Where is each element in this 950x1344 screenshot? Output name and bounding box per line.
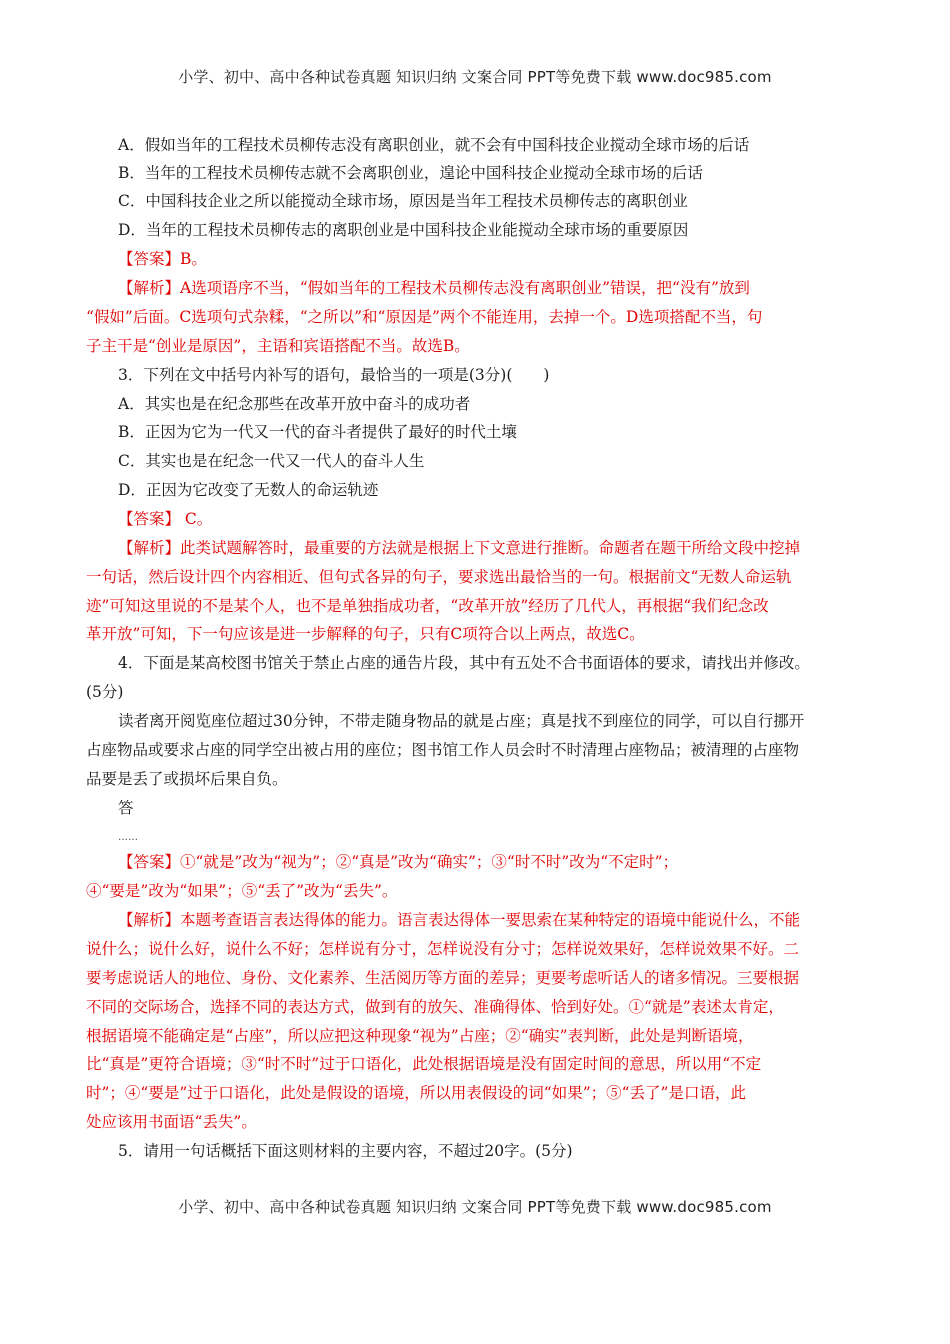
q4-analysis-line-1: 【解析】本题考查语言表达得体的能力。语言表达得体一要思索在某种特定的语境中能说什么，不能: [118, 911, 801, 929]
q3-option-a: A．其实也是在纪念那些在改革开放中奋斗的成功者: [118, 395, 471, 413]
q4-analysis-line-6: 比“真是”更符合语境；③“时不时”过于口语化，此处根据语境是没有固定时间的意思，所以用“不定: [86, 1055, 762, 1073]
q2-analysis-line-3: 子主干是“创业是原因”，主语和宾语搭配不当。故选B。: [86, 337, 470, 355]
q4-analysis-line-5: 根据语境不能确定是“占座”，所以应把这种现象“视为”占座；②“确实”表判断，此处是判断语境，: [86, 1027, 754, 1045]
q2-option-c: C．中国科技企业之所以能搅动全球市场，原因是当年工程技术员柳传志的离职创业: [118, 192, 688, 210]
q4-answer-line-1: 【答案】①“就是”改为“视为”；②“真是”改为“确实”；③“时不时”改为“不定时”；: [118, 853, 679, 871]
q3-analysis-line-3: 迹”可知这里说的不是某个人，也不是单独指成功者，“改革开放”经历了几代人，再根据“我们纪念改: [86, 597, 769, 615]
q2-option-b: B．当年的工程技术员柳传志就不会离职创业，遑论中国科技企业搅动全球市场的后话: [118, 164, 703, 182]
q3-option-d: D．正因为它改变了无数人的命运轨迹: [118, 481, 379, 499]
q4-passage-line-1: 读者离开阅览座位超过30分钟，不带走随身物品的就是占座；真是找不到座位的同学，可以自行挪开: [118, 712, 805, 730]
q4-answer-prompt: 答: [118, 799, 134, 817]
q3-analysis-line-2: 一句话，然后设计四个内容相近、但句式各异的句子，要求选出最恰当的一句。根据前文“无数人命运轨: [86, 568, 792, 586]
q2-answer: 【答案】B。: [118, 250, 207, 268]
q4-stem-line-1: 4．下面是某高校图书馆关于禁止占座的通告片段，其中有五处不合书面语体的要求，请找出并修改。: [118, 654, 810, 672]
q2-option-d: D．当年的工程技术员柳传志的离职创业是中国科技企业能搅动全球市场的重要原因: [118, 221, 689, 239]
q3-stem: 3．下列在文中括号内补写的语句，最恰当的一项是(3分)( ): [118, 366, 550, 384]
q4-analysis-line-7: 时”；④“要是”过于口语化，此处是假设的语境，所以用表假设的词“如果”；⑤“丢了”是口语，此: [86, 1084, 746, 1102]
q4-passage-line-3: 品要是丢了或损坏后果自负。: [86, 770, 288, 788]
q3-analysis-line-1: 【解析】此类试题解答时，最重要的方法就是根据上下文意进行推断。命题者在题干所给文段中挖掉: [118, 539, 801, 557]
q3-option-b: B．正因为它为一代又一代的奋斗者提供了最好的时代土壤: [118, 423, 517, 441]
q3-answer: 【答案】 C。: [118, 510, 213, 528]
page-footer: 小学、初中、高中各种试卷真题 知识归纳 文案合同 PPT等免费下载 www.doc985.com: [178, 1198, 772, 1216]
q3-option-c: C．其实也是在纪念一代又一代人的奋斗人生: [118, 452, 425, 470]
q2-analysis-line-2: “假如”后面。C选项句式杂糅，“之所以”和“原因是”两个不能连用，去掉一个。D选项搭配不当，句: [86, 308, 763, 326]
q5-stem: 5．请用一句话概括下面这则材料的主要内容，不超过20字。(5分): [118, 1142, 573, 1160]
q4-answer-blank: ……: [118, 832, 138, 843]
q2-option-a: A．假如当年的工程技术员柳传志没有离职创业，就不会有中国科技企业搅动全球市场的后话: [118, 136, 750, 154]
q3-analysis-line-4: 革开放”可知，下一句应该是进一步解释的句子，只有C项符合以上两点，故选C。: [86, 625, 645, 643]
q4-analysis-line-2: 说什么；说什么好，说什么不好；怎样说有分寸，怎样说没有分寸；怎样说效果好，怎样说效果不好。二: [86, 940, 800, 958]
q4-analysis-line-3: 要考虑说话人的地位、身份、文化素养、生活阅历等方面的差异；更要考虑听话人的诸多情况。三要根据: [86, 969, 800, 987]
q4-analysis-line-4: 不同的交际场合，选择不同的表达方式，做到有的放矢、准确得体、恰到好处。①“就是”表述太肯定，: [86, 998, 784, 1016]
q4-stem-line-2: (5分): [86, 683, 124, 701]
q2-analysis-line-1: 【解析】A选项语序不当，“假如当年的工程技术员柳传志没有离职创业”错误，把“没有”放到: [118, 279, 750, 297]
page-header: 小学、初中、高中各种试卷真题 知识归纳 文案合同 PPT等免费下载 www.doc985.com: [178, 68, 772, 86]
q4-answer-line-2: ④“要是”改为“如果”；⑤“丢了”改为“丢失”。: [86, 882, 398, 900]
q4-analysis-line-8: 处应该用书面语“丢失”。: [86, 1113, 257, 1131]
q4-passage-line-2: 占座物品或要求占座的同学空出被占用的座位；图书馆工作人员会时不时清理占座物品；被清理的占座物: [86, 741, 800, 759]
